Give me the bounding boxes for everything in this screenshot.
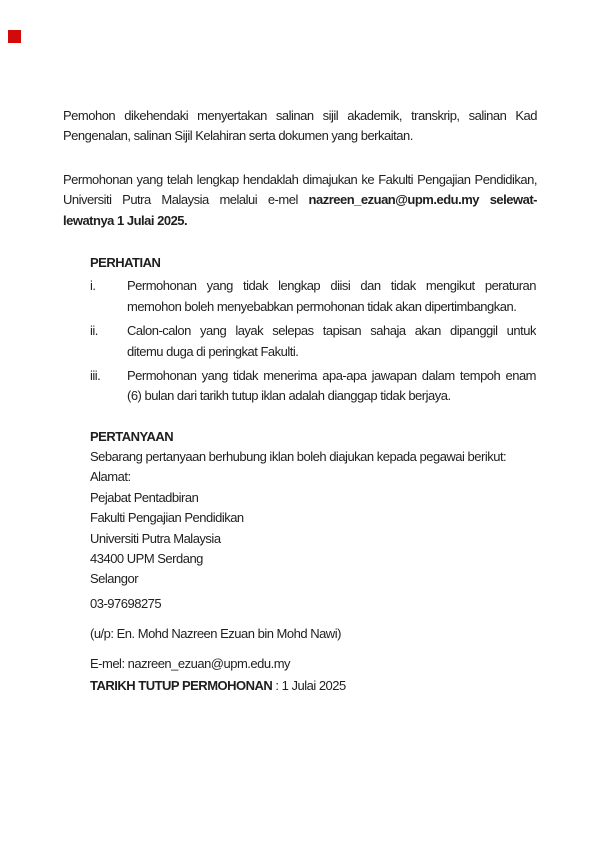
- paragraph-submission: [63, 170, 537, 231]
- list-item-text: [127, 366, 536, 407]
- paragraph-line: [63, 190, 537, 210]
- document-body: [63, 106, 537, 696]
- list-item-line: Calon-calon yang layak selepas tapisan sahaja akan dipanggil untuk: [127, 323, 536, 339]
- address-label: Alamat:: [90, 469, 131, 485]
- list-item-number: iii.: [90, 367, 101, 383]
- list-item: [90, 366, 537, 407]
- paragraph-line: Pengenalan, salinan Sijil Kelahiran serta dokumen yang berkaitan.: [63, 128, 413, 144]
- inquiry-intro: Sebarang pertanyaan berhubung iklan boleh diajukan kepada pegawai berikut:: [90, 449, 507, 465]
- deadline-bold-line: lewatnya 1 Julai 2025.: [63, 212, 188, 228]
- red-square-mark: [8, 30, 21, 43]
- perhatian-heading: PERHATIAN: [90, 254, 161, 270]
- list-item-line: memohon boleh menyebabkan permohonan tidak akan dipertimbangkan.: [127, 298, 517, 314]
- indented-section: [90, 253, 537, 696]
- address-line: Fakulti Pengajian Pendidikan: [90, 510, 244, 526]
- address-line: 43400 UPM Serdang: [90, 551, 203, 567]
- closing-date-label: TARIKH TUTUP PERMOHONAN: [90, 677, 273, 693]
- email-and-deadline-bold: nazreen_ezuan@upm.edu.my selewat-: [308, 192, 537, 208]
- address-line: Selangor: [90, 571, 139, 587]
- paragraph-line: Pemohon dikehendaki menyertakan salinan sijil akademik, transkrip, salinan Kad: [63, 108, 537, 123]
- list-item-text: [127, 321, 536, 362]
- email-line: E-mel: nazreen_ezuan@upm.edu.my: [90, 655, 291, 671]
- list-item-line: Permohonan yang tidak lengkap diisi dan tidak mengikut peraturan: [127, 278, 536, 294]
- list-item-line: ditemu duga di peringkat Fakulti.: [127, 343, 299, 359]
- list-item-number: ii.: [90, 323, 98, 339]
- list-item: [90, 321, 537, 362]
- list-item-line: Permohonan yang tidak menerima apa-apa jawapan dalam tempoh enam: [127, 367, 536, 383]
- address-line: Universiti Putra Malaysia: [90, 530, 221, 546]
- phone-number: 03-97698275: [90, 595, 162, 611]
- list-item-number: i.: [90, 278, 96, 294]
- list-item-line: (6) bulan dari tarikh tutup iklan adalah dianggap tidak berjaya.: [127, 388, 451, 404]
- address-line: Pejabat Pentadbiran: [90, 489, 199, 505]
- paragraph-line: Permohonan yang telah lengkap hendaklah dimajukan ke Fakulti Pengajian Pendidikan,: [63, 171, 537, 187]
- paragraph-text: Universiti Putra Malaysia melalui e-mel: [63, 192, 309, 208]
- attention-line: (u/p: En. Mohd Nazreen Ezuan bin Mohd Nawi): [90, 626, 341, 642]
- pertanyaan-heading: PERTANYAAN: [90, 428, 174, 444]
- closing-date-line: [90, 676, 537, 696]
- list-item: [90, 276, 537, 317]
- paragraph-requirements: [63, 106, 537, 147]
- list-item-text: [127, 276, 536, 317]
- closing-date-value: : 1 Julai 2025: [272, 677, 346, 693]
